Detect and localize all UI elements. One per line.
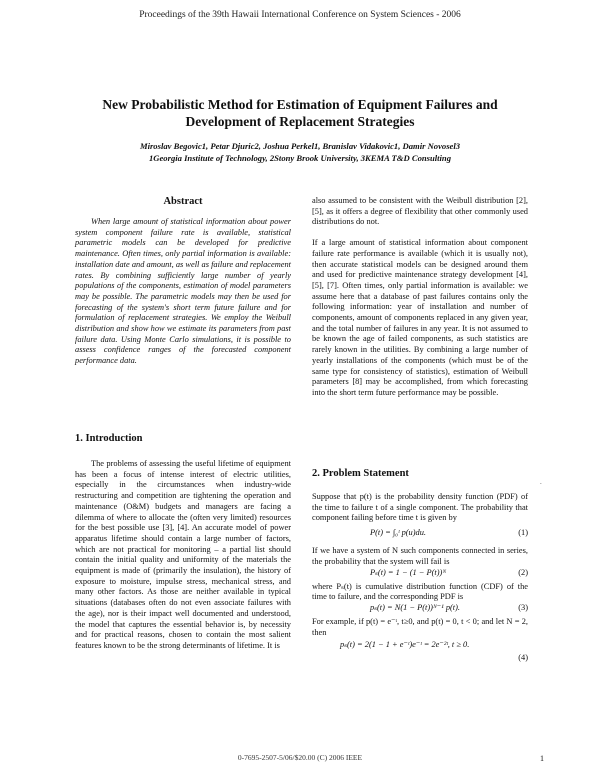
equation-4-body: pₛ(t) = 2(1 − 1 + e⁻ᵗ)e⁻ᵗ = 2e⁻²ᵗ, t ≥ 0. [340,640,470,650]
problem-paragraph-4: For example, if p(t) = e⁻ᵗ, t≥0, and p(t) = 0, t < 0; and let N = 2, then [312,616,528,637]
margin-mark: . [540,478,542,486]
abstract-heading: Abstract [163,196,203,207]
problem-statement-heading: 2. Problem Statement [312,468,409,479]
equation-4-number: (4) [518,653,528,663]
problem-statement-text [312,492,528,666]
equation-3-body: pₛ(t) = N(1 − P(t))ᴺ⁻¹ p(t). [370,602,461,612]
introduction-text [75,459,291,652]
equation-4 [312,640,528,666]
title-line-1: New Probabilistic Method for Estimation of Equipment Failures and [102,97,498,112]
problem-paragraph-1: Suppose that p(t) is the probability density function (PDF) of the time to failure t of a single component. The probability that component failing before time t is given by [312,492,528,523]
right-column [312,196,528,399]
equation-2-number: (2) [518,567,528,577]
equation-2 [312,568,528,582]
equation-1-number: (1) [518,528,528,538]
right-paragraph-2: If a large amount of statistical information about component failure rate performance is available (which it is usually not), then accurate statistical models can be designed around them and used for predictive maintenance strategy development [4], [5], [7]. Often times, only partial information is available: we assume here that a database of past failures contains only the following information: year of installation and number of components, amount of components replaced in any given year, and the total number of failures in any year. It is not assumed to be known the age of failed components, as such statistics are rarely known in the utilities. By combining a large number of yearly installations of the components (which must be of the same type for consistency of statistics), estimation of Weibull parameters [8] may be accomplished, from which forecasting into the short term future performance may be possible. [312,238,528,397]
problem-paragraph-3: where Pₛ(t) is cumulative distribution function (CDF) of the time to failure, and the corresponding PDF is [312,581,528,602]
proceedings-header: Proceedings of the 39th Hawaii International Conference on System Sciences - 2006 [139,10,461,20]
author-block [60,140,540,164]
intro-paragraph: The problems of assessing the useful lifetime of equipment has been a focus of intense interest of electric utilities, especially in the circumstances when industry-wide restructuring and competition are tightening the operation and maintenance (O&M) budgets and managers are facing a dilemma of where to allocate the (often very limited) resources for the best possible use [3], [4]. An accurate model of power apparatus lifetime should contain a large number of factors, which are not practical for monitoring – a partial list should contain the initial quality and uniformity of the materials the equipment is made of (primarily the insulation), the history of exposure to moisture, impulse stress, mechanical stress, and many other factors. As those are neither available in typical situations (databases often do not even associate failures with the age), nor is their impact well documented and understood, the model that captures the essential behavior is, by necessity and for practical reasons, chosen to contain the most salient features known to be the strong determinants of lifetime. It is [75,459,291,650]
copyright-footer: 0-7695-2507-5/06/$20.00 (C) 2006 IEEE [237,753,363,762]
affiliations-line: 1Georgia Institute of Technology, 2Stony Brook University, 3KEMA T&D Consulting [148,153,452,163]
equation-2-body: Pₛ(t) = 1 − (1 − P(t))ᴺ [370,567,447,577]
right-paragraph-1: also assumed to be consistent with the Weibull distribution [2], [5], as it offers a degree of flexibility that other commonly used distributions do not. [312,196,528,227]
title-line-2: Development of Replacement Strategies [185,114,415,129]
equation-3-number: (3) [518,602,528,612]
page-number: 1 [540,754,544,763]
problem-paragraph-2: If we have a system of N such components connected in series, the probability that the system will fail is [312,546,528,566]
abstract-text: When large amount of statistical information about power system component failure rate is available, statistical parametric models can be developed for predictive maintenance. Often times, only partial information is available: installation date and amount, as well as failure and replacement rates. By combining sufficiently large number of yearly populations of the components, estimation of model parameters may be possible. The parametric models may then be used for forecasting of the system's short term future failure and for formulation of replacement strategies. We employ the Weibull distribution and show how we estimate its parameters from past failure data. Using Monte Carlo simulations, it is possible to assess confidence ranges of the forecasted component performance data. [75,217,291,366]
equation-3 [312,603,528,617]
equation-1 [312,528,528,542]
introduction-heading: 1. Introduction [75,433,143,444]
paper-title [60,96,540,130]
equation-1-body: P(t) = ∫₀ᵗ p(u)du. [370,528,426,538]
authors-line: Miroslav Begovic1, Petar Djuric2, Joshua Perkel1, Branislav Vidakovic1, Damir Novosel3 [139,141,461,151]
